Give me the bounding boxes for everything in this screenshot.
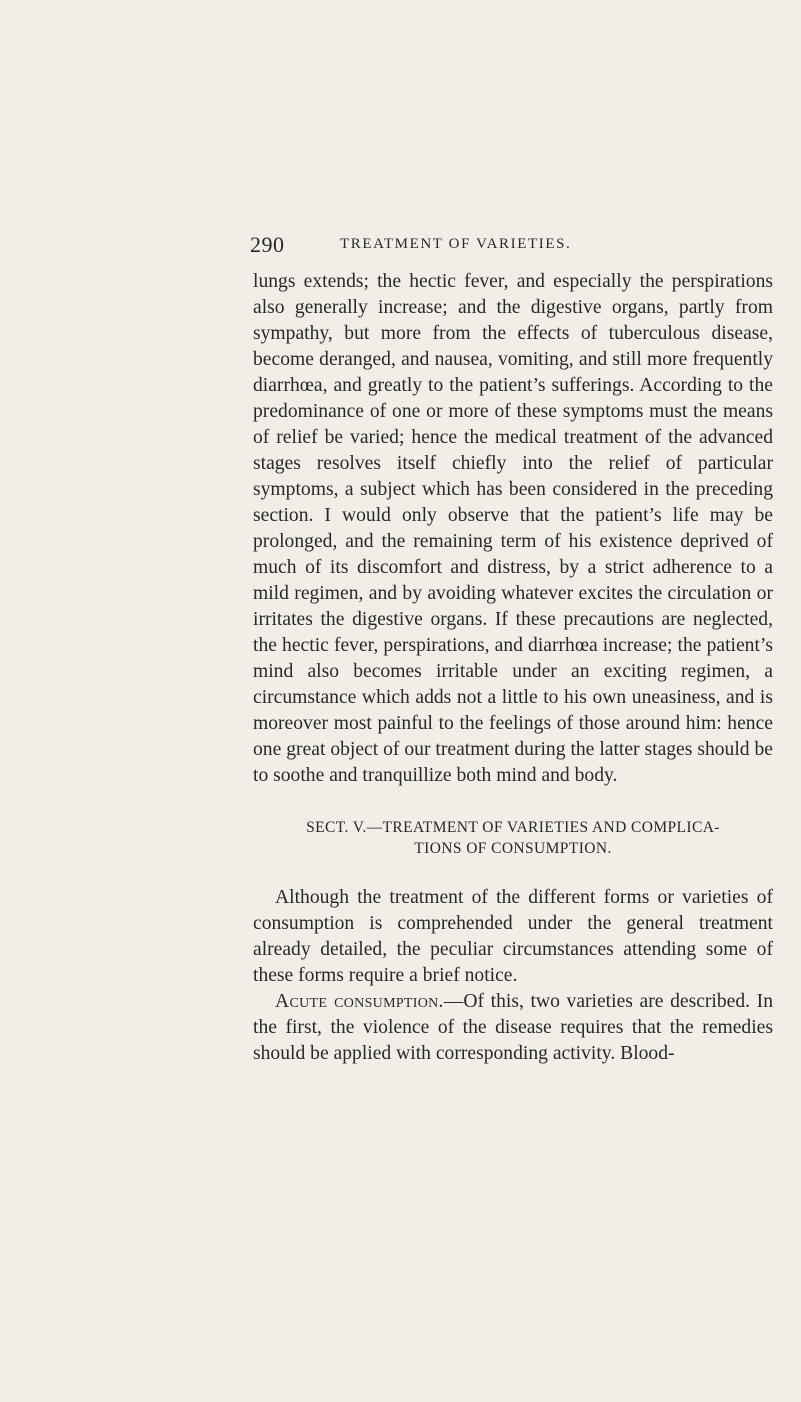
section-heading-line: TIONS OF CONSUMPTION. bbox=[414, 840, 612, 857]
paragraph: lungs extends; the hectic fever, and especially the perspirations also generally increase; and the digestive organs, partly from sympathy, but more from the effects of tuberculous disease, become deranged, and nausea, vomiting, and still more frequently diarrhœa, and greatly to the patient’s sufferings. According to the predominance of one or more of these symptoms must the means of relief be varied; hence the medical treatment of the advanced stages resolves itself chiefly into the relief of particular symptoms, a subject which has been considered in the preceding section. I would only observe that the patient’s life may be prolonged, and the remaining term of his existence deprived of much of its discomfort and distress, by a strict adherence to a mild regimen, and by avoiding whatever excites the circulation or irritates the digestive organs. If these precautions are neglected, the hectic fever, perspirations, and diarrhœa increase; the patient’s mind also becomes irritable under an exciting regimen, a circumstance which adds not a little to his own uneasiness, and is moreover most painful to the feelings of those around him: hence one great object of our treatment during the latter stages should be to soothe and tranquillize both mind and body. bbox=[253, 271, 773, 786]
run-in-heading: Acute consumption. bbox=[275, 991, 444, 1012]
running-head-title: TREATMENT OF VARIETIES. bbox=[340, 236, 572, 252]
section-heading-line: SECT. V.—TREATMENT OF VARIETIES AND COMPLICA- bbox=[306, 819, 720, 836]
section-heading bbox=[253, 817, 773, 859]
paragraph bbox=[253, 989, 773, 1067]
paragraph-text: —Of this, two varieties are described. In the first, the violence of the disease requires that the remedies should be applied with corresponding activity. Blood- bbox=[253, 991, 773, 1064]
page-number: 290 bbox=[250, 232, 285, 257]
section-body bbox=[253, 885, 773, 1067]
body-text bbox=[253, 269, 773, 789]
running-head bbox=[250, 232, 770, 262]
paragraph: Although the treatment of the different forms or varieties of consumption is comprehended under the general treatment already detailed, the peculiar circumstances attending some of these forms require a brief notice. bbox=[253, 887, 773, 986]
